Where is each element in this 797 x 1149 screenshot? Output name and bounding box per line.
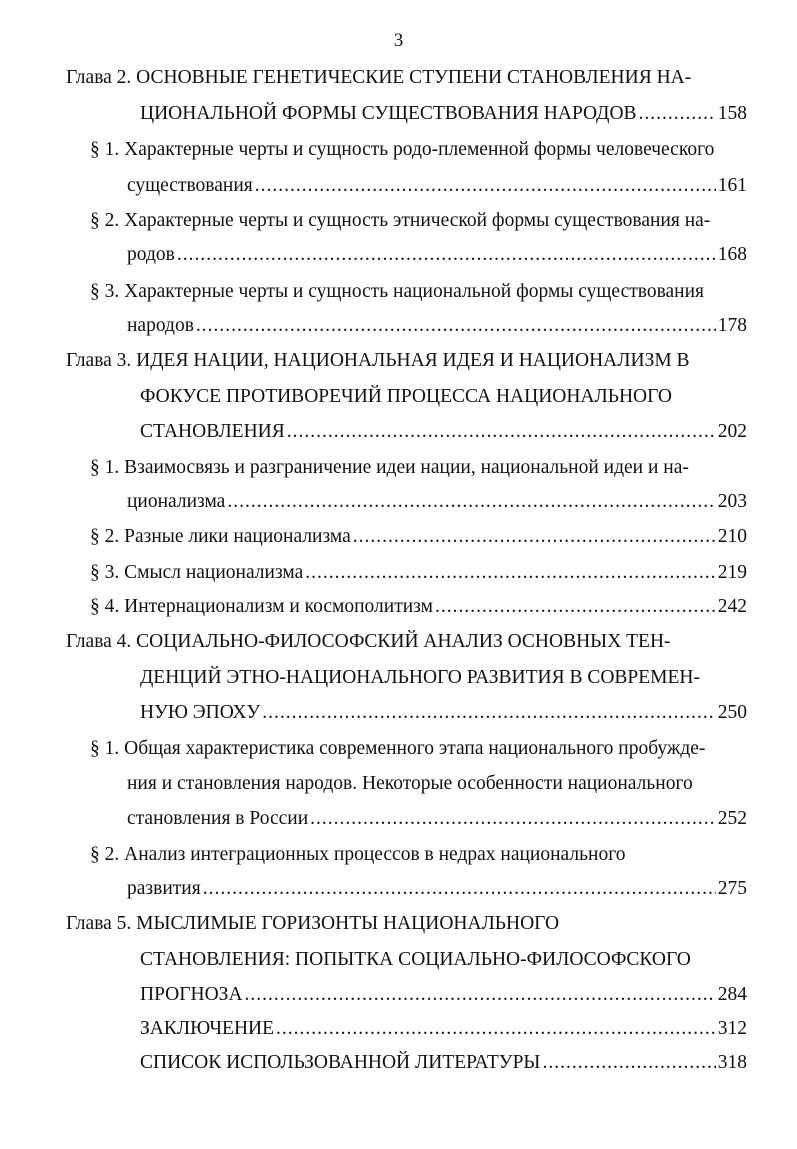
chapter-2-section-3-entry bbox=[127, 314, 747, 338]
dot-leader bbox=[435, 595, 716, 619]
chapter-2-section-2-entry bbox=[127, 243, 747, 267]
chapter-4-section-1-line-1: § 1. Общая характеристика современного этапа национального пробужде- bbox=[90, 738, 706, 759]
chapter-4-section-2-line-1: § 2. Анализ интеграционных процессов в недрах национального bbox=[90, 844, 626, 865]
chapter-3-section-1-line-1: § 1. Взаимосвязь и разграничение идеи нации, национальной идеи и на- bbox=[90, 457, 689, 478]
conclusion-entry bbox=[140, 1017, 747, 1041]
chapter-5-page: 284 bbox=[717, 984, 747, 1005]
chapter-3-section-2-page: 210 bbox=[717, 526, 747, 547]
chapter-3-section-1-page: 203 bbox=[717, 491, 747, 512]
chapter-3-section-2-entry bbox=[90, 525, 747, 549]
chapter-2-section-3-line-1: § 3. Характерные черты и сущность национальной формы существования bbox=[90, 281, 705, 302]
chapter-3-title-line-3: СТАНОВЛЕНИЯ bbox=[140, 421, 285, 442]
chapter-3-title-line-2: ФОКУСЕ ПРОТИВОРЕЧИЙ ПРОЦЕССА НАЦИОНАЛЬНОГО bbox=[140, 386, 673, 407]
chapter-2-section-1-line-1: § 1. Характерные черты и сущность родо-племенной формы человеческого bbox=[90, 139, 715, 160]
chapter-4-page: 250 bbox=[717, 702, 747, 723]
dot-leader bbox=[245, 983, 716, 1007]
chapter-3-title-line-1: Глава 3. ИДЕЯ НАЦИИ, НАЦИОНАЛЬНАЯ ИДЕЯ И НАЦИОНАЛИЗМ В bbox=[66, 350, 690, 371]
dot-leader bbox=[177, 243, 716, 267]
chapter-2-section-3-page: 178 bbox=[717, 315, 747, 336]
chapter-4-entry bbox=[140, 701, 747, 725]
chapter-3-section-3-title: § 3. Смысл национализма bbox=[90, 562, 304, 583]
chapter-4-section-1-line-3: становления в России bbox=[127, 808, 309, 829]
bibliography-title: СПИСОК ИСПОЛЬЗОВАННОЙ ЛИТЕРАТУРЫ bbox=[140, 1052, 541, 1073]
dot-leader bbox=[262, 701, 716, 725]
chapter-2-page: 158 bbox=[717, 103, 747, 124]
chapter-2-section-1-entry bbox=[127, 174, 747, 198]
chapter-5-title-line-2: СТАНОВЛЕНИЯ: ПОПЫТКА СОЦИАЛЬНО-ФИЛОСОФСКОГО bbox=[140, 949, 691, 970]
chapter-4-title-line-2: ДЕНЦИЙ ЭТНО-НАЦИОНАЛЬНОГО РАЗВИТИЯ В СОВРЕМЕН- bbox=[140, 667, 701, 688]
chapter-3-section-4-title: § 4. Интернационализм и космополитизм bbox=[90, 596, 433, 617]
page-number: 3 bbox=[393, 30, 404, 51]
chapter-3-section-1-line-2: ционализма bbox=[127, 491, 226, 512]
chapter-2-section-1-line-2: существования bbox=[127, 175, 253, 196]
chapter-3-page: 202 bbox=[717, 421, 747, 442]
conclusion-page: 312 bbox=[717, 1018, 747, 1039]
chapter-5-title-line-1: Глава 5. МЫСЛИМЫЕ ГОРИЗОНТЫ НАЦИОНАЛЬНОГО bbox=[66, 913, 560, 934]
dot-leader bbox=[305, 561, 715, 585]
chapter-2-title-line-1: Глава 2. ОСНОВНЫЕ ГЕНЕТИЧЕСКИЕ СТУПЕНИ СТАНОВЛЕНИЯ НА- bbox=[66, 67, 692, 88]
chapter-2-section-2-line-1: § 2. Характерные черты и сущность этнической формы существования на- bbox=[90, 210, 711, 231]
dot-leader bbox=[310, 807, 716, 831]
dot-leader bbox=[227, 490, 715, 514]
dot-leader bbox=[353, 525, 716, 549]
chapter-4-title-line-3: НУЮ ЭПОХУ bbox=[140, 702, 261, 723]
chapter-4-section-2-line-2: развития bbox=[127, 878, 201, 899]
chapter-2-section-1-page: 161 bbox=[717, 175, 747, 196]
chapter-3-section-4-page: 242 bbox=[717, 596, 747, 617]
chapter-4-section-1-line-2: ния и становления народов. Некоторые особенности национального bbox=[127, 773, 693, 794]
chapter-2-entry bbox=[140, 102, 747, 126]
dot-leader bbox=[542, 1051, 715, 1075]
dot-leader bbox=[203, 877, 716, 901]
chapter-2-title-line-2: ЦИОНАЛЬНОЙ ФОРМЫ СУЩЕСТВОВАНИЯ НАРОДОВ bbox=[140, 103, 637, 124]
chapter-2-section-2-page: 168 bbox=[717, 244, 747, 265]
chapter-3-section-3-entry bbox=[90, 561, 747, 585]
chapter-5-title-line-3: ПРОГНОЗА bbox=[140, 984, 243, 1005]
dot-leader bbox=[276, 1017, 716, 1041]
chapter-4-section-2-entry bbox=[127, 877, 747, 901]
conclusion-title: ЗАКЛЮЧЕНИЕ bbox=[140, 1018, 275, 1039]
chapter-4-section-1-entry bbox=[127, 807, 747, 831]
chapter-3-section-4-entry bbox=[90, 595, 747, 619]
chapter-3-section-1-entry bbox=[127, 490, 747, 514]
chapter-5-entry bbox=[140, 983, 747, 1007]
dot-leader bbox=[639, 102, 716, 126]
dot-leader bbox=[287, 420, 716, 444]
chapter-3-section-3-page: 219 bbox=[717, 562, 747, 583]
chapter-2-section-3-line-2: народов bbox=[127, 315, 194, 336]
chapter-3-section-2-title: § 2. Разные лики национализма bbox=[90, 526, 351, 547]
chapter-4-section-1-page: 252 bbox=[717, 808, 747, 829]
chapter-4-title-line-1: Глава 4. СОЦИАЛЬНО-ФИЛОСОФСКИЙ АНАЛИЗ ОСНОВНЫХ ТЕН- bbox=[66, 631, 671, 652]
bibliography-page: 318 bbox=[717, 1052, 747, 1073]
dot-leader bbox=[196, 314, 716, 338]
chapter-3-entry bbox=[140, 420, 747, 444]
chapter-4-section-2-page: 275 bbox=[717, 878, 747, 899]
dot-leader bbox=[255, 174, 716, 198]
bibliography-entry bbox=[140, 1051, 747, 1075]
chapter-2-section-2-line-2: родов bbox=[127, 244, 175, 265]
